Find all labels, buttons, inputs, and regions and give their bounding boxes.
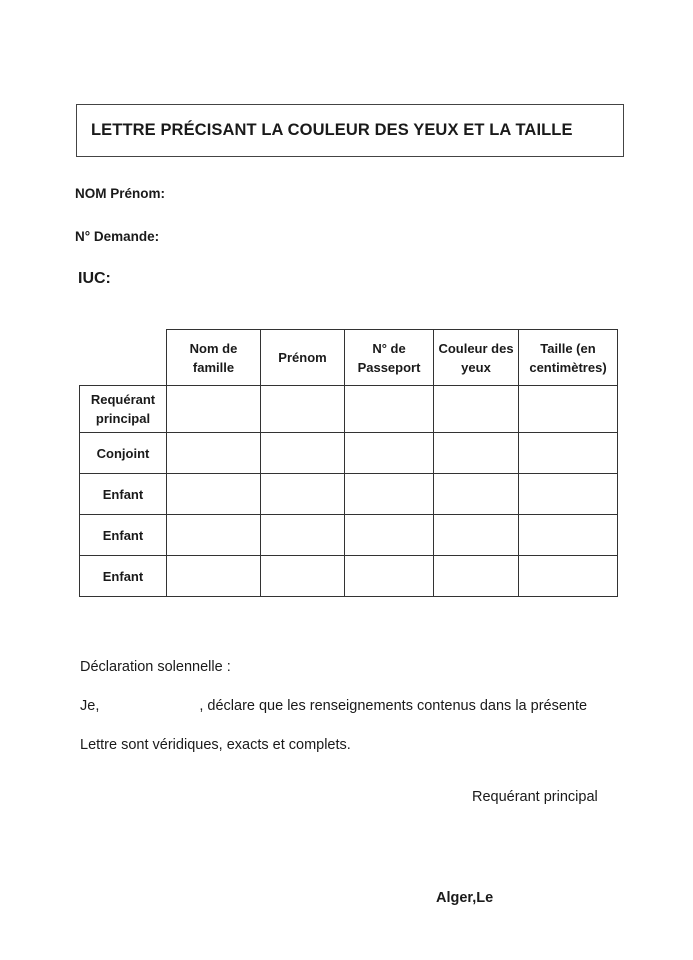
table-cell[interactable] — [434, 474, 519, 515]
title-box — [76, 104, 624, 157]
table-cell[interactable] — [167, 433, 261, 474]
row-label: Enfant — [80, 556, 167, 597]
table-cell[interactable] — [519, 433, 618, 474]
row-label: Conjoint — [80, 433, 167, 474]
table-cell[interactable] — [261, 556, 345, 597]
table-cell[interactable] — [519, 515, 618, 556]
table-cell[interactable] — [434, 515, 519, 556]
table-cell[interactable] — [261, 515, 345, 556]
row-label: Enfant — [80, 515, 167, 556]
nom-prenom-label: NOM Prénom: — [75, 186, 166, 201]
info-table — [79, 329, 618, 597]
table-row — [80, 556, 618, 597]
table-header: Taille (en centimètres) — [519, 330, 618, 386]
table-cell[interactable] — [519, 474, 618, 515]
table-cell[interactable] — [434, 556, 519, 597]
table-cell[interactable] — [519, 386, 618, 433]
table-cell[interactable] — [261, 433, 345, 474]
table-row — [80, 433, 618, 474]
table-header-row — [80, 330, 618, 386]
table-cell[interactable] — [434, 433, 519, 474]
table-cell[interactable] — [167, 515, 261, 556]
demande-label: N° Demande: — [75, 229, 160, 244]
document-title: LETTRE PRÉCISANT LA COULEUR DES YEUX ET LA TAILLE — [91, 121, 573, 139]
table-header: N° de Passeport — [345, 330, 434, 386]
declaration-line-1-end: , déclare que les renseignements contenus dans la présente — [199, 698, 588, 714]
declaration-line-1 — [80, 698, 587, 714]
declaration-je: Je, — [80, 698, 100, 714]
table-cell[interactable] — [434, 386, 519, 433]
table-row — [80, 515, 618, 556]
declaration-line-2: Lettre sont véridiques, exacts et complets. — [80, 737, 351, 753]
row-label: Requérant principal — [80, 386, 167, 433]
table-cell[interactable] — [167, 474, 261, 515]
table-cell[interactable] — [345, 515, 434, 556]
iuc-label: IUC: — [78, 270, 111, 287]
table-cell[interactable] — [345, 474, 434, 515]
declaration-heading: Déclaration solennelle : — [80, 659, 231, 675]
table-corner — [80, 330, 167, 386]
row-label: Enfant — [80, 474, 167, 515]
table-header: Nom de famille — [167, 330, 261, 386]
table-row — [80, 474, 618, 515]
table-cell[interactable] — [167, 556, 261, 597]
table-cell[interactable] — [261, 474, 345, 515]
signatory-label: Requérant principal — [472, 789, 598, 805]
table-cell[interactable] — [519, 556, 618, 597]
place-date-label: Alger,Le — [436, 890, 494, 906]
table-cell[interactable] — [167, 386, 261, 433]
table-cell[interactable] — [345, 556, 434, 597]
table-header: Couleur des yeux — [434, 330, 519, 386]
table-cell[interactable] — [345, 433, 434, 474]
table-cell[interactable] — [345, 386, 434, 433]
table-row — [80, 386, 618, 433]
table-cell[interactable] — [261, 386, 345, 433]
table-header: Prénom — [261, 330, 345, 386]
